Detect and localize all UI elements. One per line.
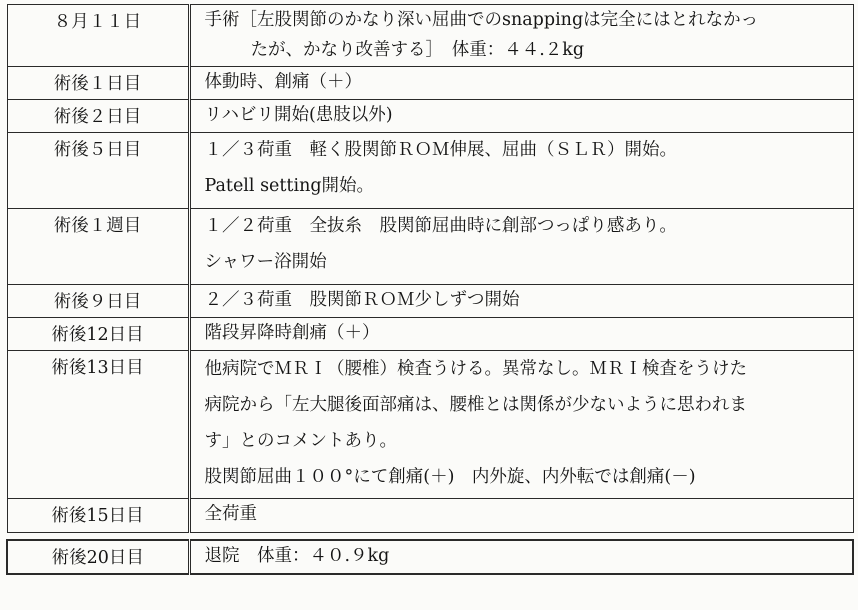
note-cell [189,285,853,318]
note-line: す」とのコメントあり。 [204,431,397,451]
day-cell [7,133,189,209]
day-label: 術後12日目 [51,325,144,345]
postoperative-course-table [6,4,854,575]
note-line: リハビリ開始(患肢以外) [204,105,393,125]
table-row [7,67,853,100]
note-cell [189,209,853,285]
table-row [7,351,853,499]
note-cell [189,351,853,499]
note-line: 手術［左股関節のかなり深い屈曲でのsnappingは完全にはとれなかっ [204,10,759,30]
day-cell [7,540,189,574]
table-row [7,133,853,209]
day-cell [7,209,189,285]
note-cell [189,540,853,574]
day-cell [7,318,189,351]
day-cell [7,100,189,133]
note-line: １／２荷重 全抜糸 股関節屈曲時に創部つっぱり感あり。 [204,216,677,236]
day-label: 術後２日目 [53,107,142,127]
table-gap [7,533,853,541]
day-cell [7,351,189,499]
note-line: 退院 体重：４０.９kg [204,546,390,566]
note-cell [189,67,853,100]
day-label: 術後５日目 [53,140,142,160]
day-label: 術後１週目 [53,216,142,236]
table-row [7,209,853,285]
gap-cell [189,533,853,541]
day-cell [7,285,189,318]
table-row [7,285,853,318]
note-line: 全荷重 [204,504,257,524]
day-cell [7,5,189,67]
day-label: 術後20日目 [51,548,144,568]
note-cell [189,499,853,533]
note-line: ２／３荷重 股関節ＲＯＭ少しずつ開始 [204,290,520,310]
gap-cell [7,533,189,541]
day-cell [7,67,189,100]
note-line: Patell setting開始。 [204,176,375,196]
note-line: 階段昇降時創痛（＋） [204,323,380,343]
note-cell [189,133,853,209]
note-line: シャワー浴開始 [204,252,327,272]
day-cell [7,499,189,533]
note-cell [189,5,853,67]
table-row [7,540,853,574]
table-row [7,100,853,133]
note-cell [189,318,853,351]
table-row [7,318,853,351]
note-line: 体動時、創痛（＋） [204,72,362,92]
note-line: 股関節屈曲１００°にて創痛(＋) 内外旋、内外転では創痛(－) [204,467,696,487]
day-label: ８月１１日 [53,12,142,32]
note-cell [189,100,853,133]
note-line: 他病院でＭＲＩ（腰椎）検査うける。異常なし。ＭＲＩ検査をうけた [204,359,747,379]
day-label: 術後１日目 [53,74,142,94]
day-label: 術後13日目 [51,358,144,378]
day-label: 術後９日目 [53,292,142,312]
table-row [7,499,853,533]
table-row [7,5,853,67]
note-line: １／３荷重 軽く股関節ＲＯＭ伸展、屈曲（ＳＬＲ）開始。 [204,140,677,160]
note-line: たが、かなり改善する］ 体重：４４.２kg [250,40,585,60]
note-line: 病院から「左大腿後面部痛は、腰椎とは関係が少ないように思われま [204,395,747,415]
day-label: 術後15日目 [51,506,144,526]
